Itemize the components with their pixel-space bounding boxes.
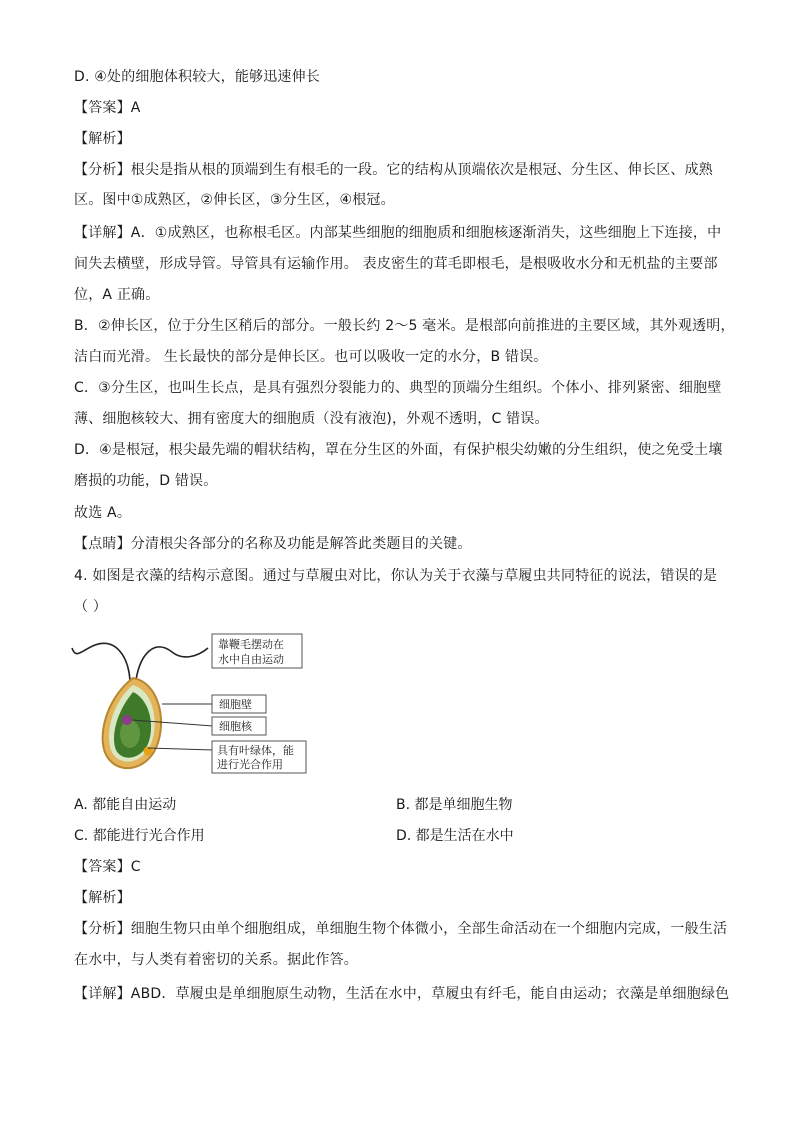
detail-text: 【详解】A．①成熟区，也称根毛区。内部某些细胞的细胞质和细胞核逐渐消失，这些细胞上下连接，中 [74, 225, 722, 241]
analysis-text: 【分析】根尖是指从根的顶端到生有根毛的一段。它的结构从顶端依次是根冠、分生区、伸长区、成熟 [74, 162, 713, 178]
detail-text: 薄、细胞核较大、拥有密度大的细胞质（没有液泡)，外观不透明，C 错误。 [74, 411, 549, 427]
chloroplast-label-1: 具有叶绿体，能 [217, 744, 294, 757]
detail-text: D．④是根冠，根尖最先端的帽状结构，罩在分生区的外面，有保护根尖幼嫩的分生组织，使之免受土壤 [74, 442, 723, 458]
option-c: C. 都能进行光合作用 [74, 828, 205, 844]
question-4-stem: 4. 如图是衣藻的结构示意图。通过与草履虫对比，你认为关于衣藻与草履虫共同特征的说法，错误的是 [74, 568, 718, 584]
detail-text: 【详解】ABD．草履虫是单细胞原生动物，生活在水中，草履虫有纤毛，能自由运动；衣藻是单细胞绿色 [74, 986, 730, 1002]
key-point-text: 【点睛】分清根尖各部分的名称及功能是解答此类题目的关键。 [74, 536, 472, 552]
option-d: D. 都是生活在水中 [396, 828, 514, 844]
detail-text: 位，A 正确。 [74, 287, 160, 303]
analysis-heading: 【解析】 [74, 131, 131, 147]
answer-line: 【答案】C [74, 859, 141, 875]
nucleus-label: 细胞核 [219, 720, 252, 733]
nucleus-shape [122, 715, 132, 725]
answer-line: 【答案】A [74, 100, 141, 116]
conclusion-text: 故选 A。 [74, 505, 132, 521]
analysis-text: 在水中，与人类有着密切的关系。据此作答。 [74, 952, 358, 968]
detail-text: 磨损的功能，D 错误。 [74, 473, 218, 489]
flagellum-right [136, 647, 208, 680]
detail-text: 洁白而光滑。 生长最快的部分是伸长区。也可以吸收一定的水分，B 错误。 [74, 349, 548, 365]
pointer-line [148, 748, 213, 750]
option-a: A. 都能自由运动 [74, 797, 177, 813]
detail-text: 间失去横壁，形成导管。导管具有运输作用。 表皮密生的茸毛即根毛，是根吸收水分和无机盐的主要部 [74, 256, 718, 272]
flagella-label-2: 水中自由运动 [218, 653, 284, 666]
detail-text: B．②伸长区，位于分生区稍后的部分。一般长约 2～5 毫米。是根部向前推进的主要区域，其外观透明， [74, 318, 735, 334]
chlamydomonas-diagram [70, 630, 320, 780]
flagella-label-1: 靠鞭毛摆动在 [218, 638, 284, 651]
pyrenoid-shape [120, 720, 140, 748]
option-b: B. 都是单细胞生物 [396, 797, 513, 813]
question-4-blank: （ ） [74, 599, 108, 615]
option-d-line: D. ④处的细胞体积较大，能够迅速伸长 [74, 69, 321, 85]
analysis-text: 区。图中①成熟区，②伸长区，③分生区，④根冠。 [74, 192, 395, 208]
analysis-text: 【分析】细胞生物只由单个细胞组成，单细胞生物个体微小，全部生命活动在一个细胞内完成，一般生活 [74, 921, 728, 937]
analysis-heading: 【解析】 [74, 890, 131, 906]
chloroplast-label-2: 进行光合作用 [217, 758, 283, 771]
detail-text: C．③分生区，也叫生长点，是具有强烈分裂能力的、典型的顶端分生组织。个体小、排列紧密、细胞壁 [74, 380, 722, 396]
flagellum-left [72, 643, 130, 680]
cell-wall-label: 细胞壁 [219, 698, 252, 711]
